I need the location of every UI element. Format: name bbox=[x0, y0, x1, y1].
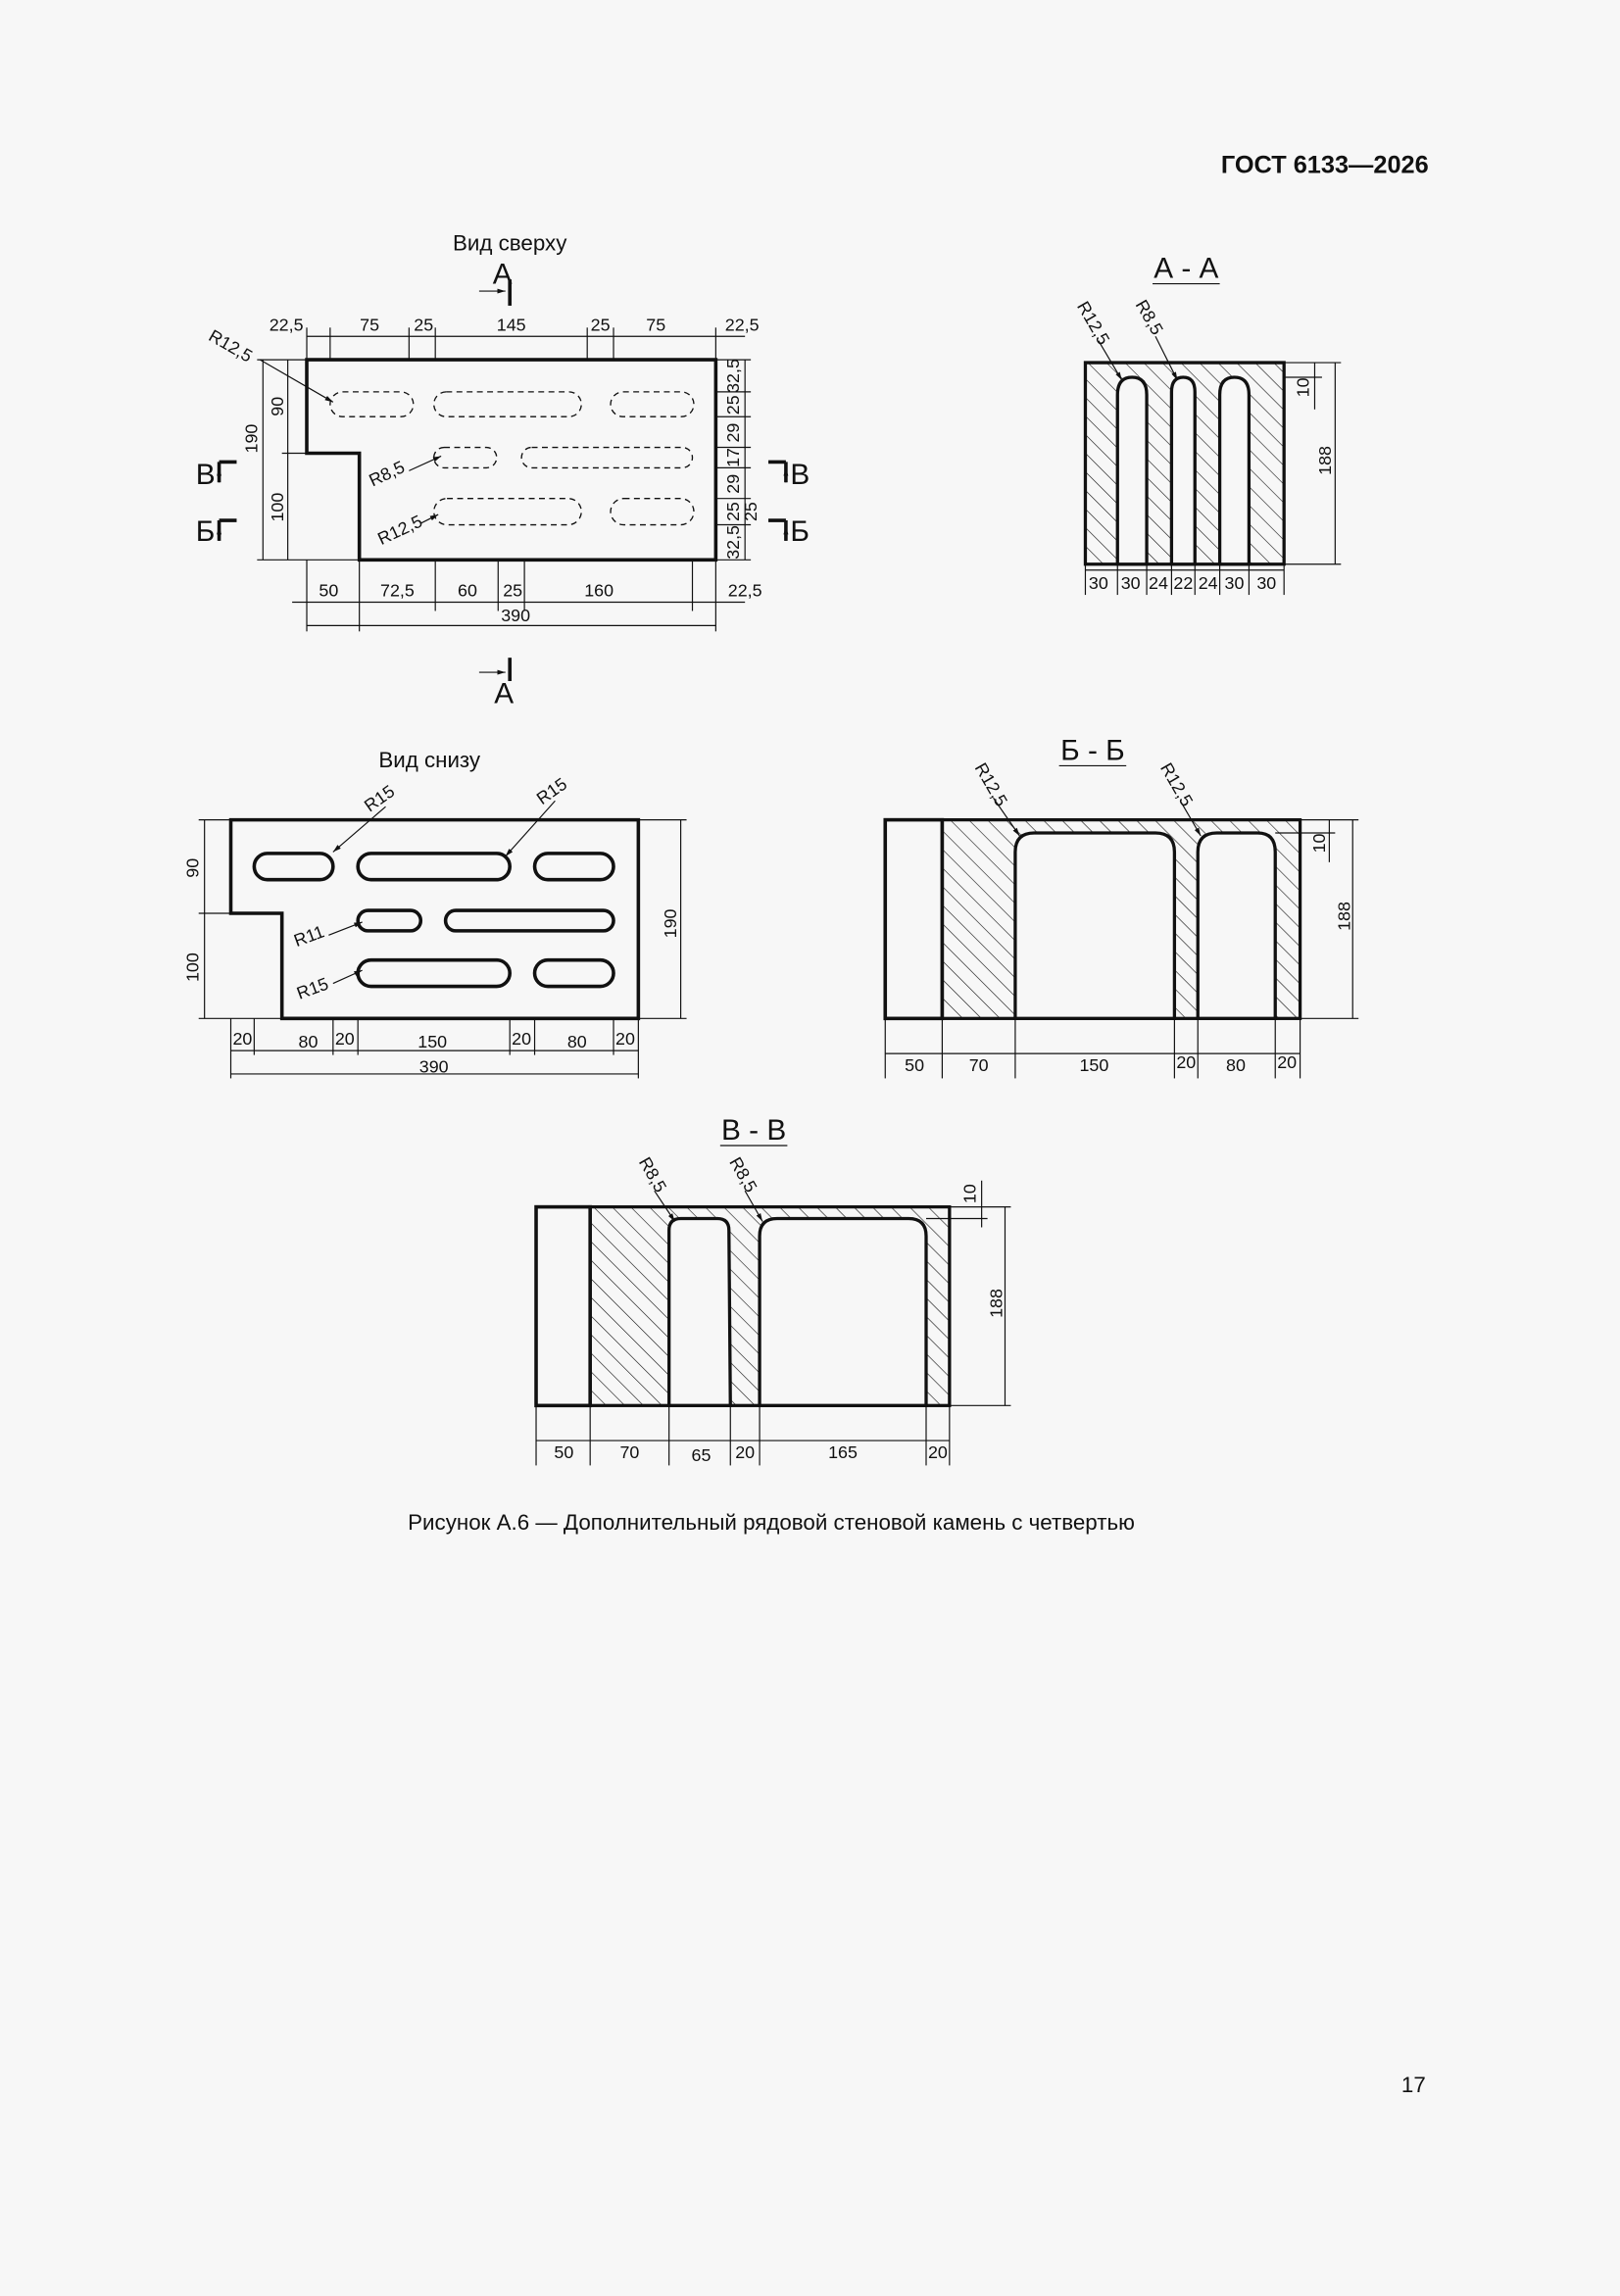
dim-bottom: 70 bbox=[619, 1441, 640, 1462]
dim-left: 90 bbox=[182, 857, 203, 878]
section-mark-v-right: В bbox=[790, 458, 810, 491]
figure-caption: Рисунок А.6 — Дополнительный рядовой стеновой камень с четвертью bbox=[408, 1510, 1135, 1536]
section-vv-title: В - В bbox=[720, 1114, 787, 1148]
section-mark-b-left: Б bbox=[195, 514, 216, 548]
radius-label: R8,5 bbox=[366, 457, 409, 491]
dim-height: 10 bbox=[959, 1184, 980, 1204]
dim-bottom: 22 bbox=[1173, 573, 1194, 594]
dim-bottom: 72,5 bbox=[380, 580, 415, 601]
dim-bottom: 150 bbox=[417, 1032, 448, 1052]
dim-height: 188 bbox=[986, 1289, 1006, 1318]
dim-right: 32,5 bbox=[723, 525, 744, 560]
dim-bottom: 30 bbox=[1088, 573, 1108, 594]
radius-label: R12,5 bbox=[1156, 758, 1198, 810]
radius-label: R12,5 bbox=[1073, 297, 1114, 349]
dim-bottom: 50 bbox=[319, 580, 339, 601]
dim-left: 190 bbox=[241, 423, 262, 454]
dim-bottom: 65 bbox=[691, 1444, 712, 1465]
radius-label: R12,5 bbox=[970, 758, 1011, 810]
dim-bottom: 30 bbox=[1120, 573, 1141, 594]
standard-header: ГОСТ 6133—2026 bbox=[1220, 151, 1429, 179]
dim-bottom: 30 bbox=[1256, 573, 1277, 594]
radius-label: R8,5 bbox=[1131, 296, 1167, 339]
section-mark-a-top: А bbox=[492, 258, 513, 291]
dim-bottom: 150 bbox=[1079, 1054, 1109, 1075]
dim-bottom: 20 bbox=[927, 1441, 948, 1462]
section-bb-quarter bbox=[885, 820, 942, 1019]
dim-right: 32,5 bbox=[723, 359, 744, 393]
radius-label: R15 bbox=[532, 773, 571, 808]
dim-height: 188 bbox=[1334, 902, 1354, 931]
dim-top: 25 bbox=[414, 315, 434, 335]
dim-left: 90 bbox=[268, 396, 288, 416]
dim-top: 145 bbox=[496, 315, 526, 335]
dim-overall-length: 390 bbox=[418, 1056, 449, 1077]
dim-bottom: 60 bbox=[458, 580, 477, 601]
page-number: 17 bbox=[1400, 2072, 1426, 2097]
dim-bottom: 20 bbox=[1277, 1052, 1298, 1073]
dim-right: 25 bbox=[723, 502, 744, 522]
radius-label: R8,5 bbox=[725, 1153, 761, 1197]
radius-label: R15 bbox=[294, 973, 331, 1003]
dim-bottom: 20 bbox=[615, 1029, 635, 1050]
bottom-view-outline bbox=[231, 820, 639, 1019]
section-mark-a-bottom: А bbox=[494, 677, 515, 710]
radius-label: R11 bbox=[291, 921, 327, 952]
dim-bottom: 22,5 bbox=[727, 580, 762, 601]
dim-left: 100 bbox=[268, 492, 288, 522]
dim-top: 22,5 bbox=[724, 315, 760, 335]
bottom-view-title: Вид снизу bbox=[378, 747, 481, 772]
dim-bottom: 50 bbox=[554, 1441, 574, 1462]
dim-bottom: 25 bbox=[503, 580, 523, 601]
dim-bottom: 24 bbox=[1198, 573, 1218, 594]
section-bb bbox=[885, 734, 1358, 1078]
top-view-title: Вид сверху bbox=[453, 230, 567, 256]
dim-height: 10 bbox=[1308, 833, 1329, 854]
section-bb-title: Б - Б bbox=[1060, 734, 1125, 767]
section-vv-quarter bbox=[536, 1207, 590, 1406]
section-mark-b-right: Б bbox=[790, 514, 810, 548]
section-aa bbox=[1073, 253, 1341, 595]
bottom-view bbox=[183, 748, 687, 1078]
dim-bottom: 24 bbox=[1149, 573, 1168, 594]
section-aa-title: А - А bbox=[1154, 252, 1219, 285]
dim-bottom: 80 bbox=[1226, 1054, 1246, 1075]
dim-top: 25 bbox=[590, 315, 611, 335]
dim-left: 100 bbox=[182, 953, 203, 983]
dim-bottom: 80 bbox=[566, 1032, 587, 1052]
dim-height: 10 bbox=[1293, 377, 1313, 398]
dim-top: 22,5 bbox=[269, 315, 304, 335]
radius-label: R15 bbox=[360, 781, 399, 816]
dim-bottom: 80 bbox=[298, 1032, 319, 1052]
section-mark-v-left: В bbox=[195, 458, 216, 491]
dim-right: 25 bbox=[741, 502, 761, 522]
dim-height: 188 bbox=[1314, 446, 1335, 475]
dim-top: 75 bbox=[646, 315, 666, 335]
top-view bbox=[196, 230, 810, 709]
dim-bottom: 70 bbox=[968, 1054, 989, 1075]
dim-top: 75 bbox=[360, 315, 380, 335]
dim-bottom: 20 bbox=[1176, 1052, 1197, 1073]
dim-right: 17 bbox=[723, 448, 744, 467]
dim-bottom: 160 bbox=[584, 580, 614, 601]
radius-label: R12,5 bbox=[205, 325, 256, 366]
dim-right: 29 bbox=[723, 473, 744, 494]
dim-bottom: 30 bbox=[1224, 573, 1245, 594]
section-vv bbox=[536, 1114, 1010, 1465]
dim-bottom: 20 bbox=[735, 1441, 756, 1462]
dim-bottom: 20 bbox=[512, 1029, 532, 1050]
dim-bottom: 20 bbox=[232, 1029, 253, 1050]
dim-bottom: 165 bbox=[828, 1441, 858, 1462]
radius-label: R12,5 bbox=[374, 511, 425, 550]
top-view-outline bbox=[307, 360, 715, 560]
dim-right: 29 bbox=[723, 422, 744, 443]
radius-label: R8,5 bbox=[634, 1153, 671, 1197]
dim-bottom: 50 bbox=[905, 1054, 925, 1075]
dim-right: 190 bbox=[661, 908, 681, 939]
dim-right: 25 bbox=[723, 395, 744, 415]
dim-bottom: 20 bbox=[334, 1029, 355, 1050]
dim-overall-length: 390 bbox=[501, 605, 531, 625]
